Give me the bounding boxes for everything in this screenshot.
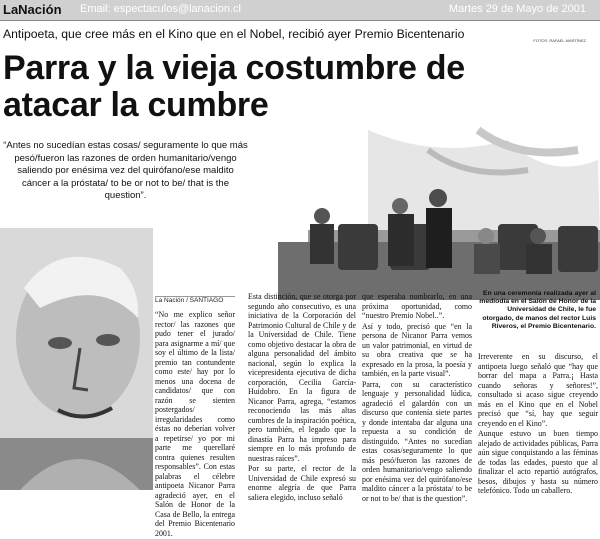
article-kicker: Antipoeta, que cree más en el Kino que en el Nobel, recibió ayer Premio Bicentenario: [3, 27, 465, 41]
paragraph: Irreverente en su discurso, el antipoeta luego señaló que “hay que borrar del mapa a Parra.¡ Hasta cuando señoras y señores!”, consultado si acaso sigue creyendo más en el Kino que en el Nobel precisó que “sí, hay que seguir creyendo en el Kino”.: [478, 352, 598, 428]
article-column-2: [248, 292, 356, 503]
paragraph: “No me explico señor rector/ las razones que pudo tener el jurado/ para asignarme a mí/ que soy el último de la lista/ premio tan contundente como este/ hay por lo menos una docena de candidatos/ que con razón se sienten postergados/ irregularidades como éstas no deberían volver a repetirse/ yo por mi parte me querellaré contra quienes resulten responsables”. Con estas palabras el célebre antipoeta Nicanor Parra agradeció ayer, en el Salón de Honor de la Casa de Bello, la entrega del Premio Bicentenario 2001.: [155, 310, 235, 538]
photo-caption: En una ceremonia realizada ayer al mediodía en el Salón de Honor de la Universidad de Chile, le fue otorgado, de manos del rector Luis Riveros, el Premio Bicentenario.: [479, 290, 596, 330]
paragraph: Así y todo, precisó que “en la persona de Nicanor Parra vemos un valor patrimonial, en virtud de su obra creativa que se ha expresado en la prosa, la poesía y también, en la parte visual”.: [362, 321, 472, 378]
paragraph: Parra, con su característico lenguaje y personalidad lúdica, agradeció el galardón con un discurso que contenía siete partes y donde intentaba dar alguna una repuesta a su condición de distinguido. “Antes no sucedían estas cosas/seguramente lo que más pesó/fueron las razones de orden humanitario/vengo saliendo por enésima vez del quirófano/ese maldito cáncer a la próstata/ to be or not to be/ that is the question”.: [362, 379, 472, 503]
paragraph: Por su parte, el rector de la Universidad de Chile expresó su enorme alegría de que Parra saliera elegido, incluso señaló: [248, 464, 356, 502]
section-email: Email: espectaculos@lanacion.cl: [80, 3, 241, 15]
newspaper-logo: LaNación: [3, 2, 62, 17]
paragraph: que esperaba nombrarlo, en una próxima oportunidad, como “nuestro Premio Nobel..”.: [362, 292, 472, 320]
article-column-1: [155, 310, 235, 539]
issue-date: Martes 29 de Mayo de 2001: [449, 3, 586, 15]
photo-credit: FOTOS: RAFAEL MARTÍNEZ: [533, 38, 586, 43]
masthead-bar: [0, 0, 600, 21]
article-column-4: [478, 352, 598, 497]
article-byline: La Nación / SANTIAGO: [155, 297, 224, 304]
parra-portrait-photo: [0, 228, 153, 490]
ceremony-photo: [248, 120, 600, 300]
paragraph: Aunque estuvo un buen tiempo alejado de actividades públicas, Parra aún sigue conquistando a las féminas de todas las edades, puesto que al finalizar el acto repartió autógrafos, besos, dibujos y hasta su número telefónico. Todo un caballero.: [478, 429, 598, 495]
pull-quote: “Antes no sucedían estas cosas/ seguramente lo que más pesó/fueron las razones de orden humanitario/vengo saliendo por enésima vez del quirófano/ese maldito cáncer a la próstata/ to be or not to be/ that is the question”.: [3, 140, 248, 201]
article-column-3: [362, 292, 472, 504]
paragraph: Esta distinción, que se otorga por segundo año consecutivo, es una iniciativa de la Corporación del Patrimonio Cultural de Chile y de la Universidad de Chile. Tiene como objetivo destacar la obra de alguna personalidad del ámbito nacional, según lo explica la vicepresidenta ejecutiva de dicha corporación, Cecilia García-Huidobro. En la figura de Nicanor Parra, agrega, “estamos reconociendo las más altas cumbres de la inspiración poética, pero también, el legado que la dinastía Parra ha impreso para siempre en lo más profundo de nuestras raíces”.: [248, 292, 356, 463]
article-headline: Parra y la vieja costumbre de atacar la cumbre: [3, 49, 465, 124]
